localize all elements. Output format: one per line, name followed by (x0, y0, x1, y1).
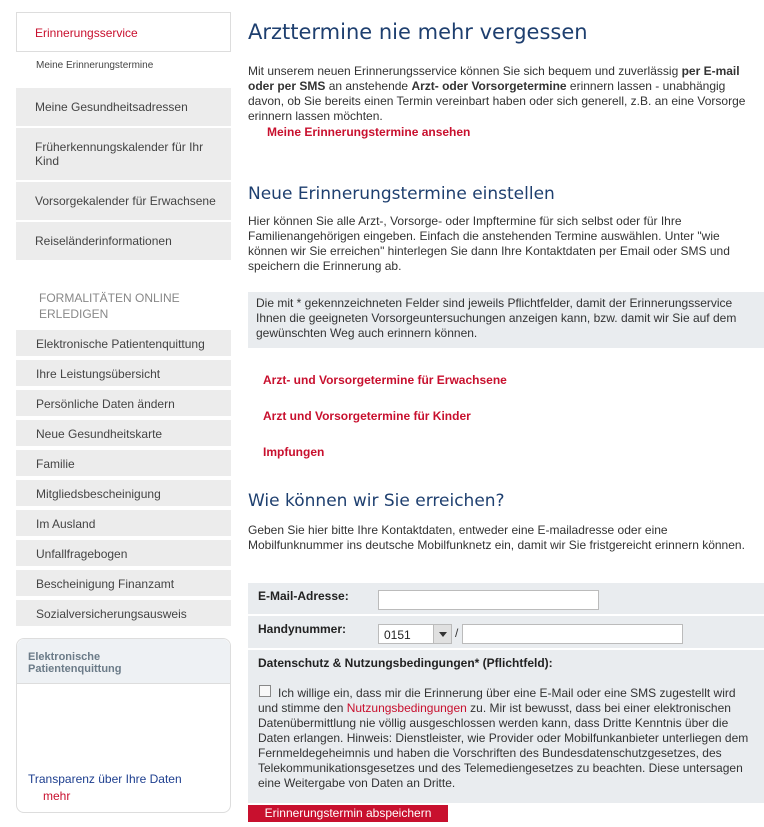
intro-text (248, 64, 760, 124)
sidebar-item-unfallfragebogen[interactable] (16, 540, 231, 568)
sidebar-item-mitgliedsbescheinigung[interactable] (16, 480, 231, 508)
sidebar-item-im-ausland[interactable] (16, 510, 231, 538)
phone-prefix-select[interactable] (378, 624, 452, 644)
sidebar-item-sozialversicherungsausweis[interactable] (16, 600, 231, 628)
phone-prefix-value: 0151 (384, 628, 411, 642)
phone-number-field[interactable] (462, 624, 683, 644)
link-vaccinations[interactable]: Impfungen (263, 445, 325, 459)
intro-bold-2: Arzt- oder Vorsorgetermine (411, 79, 567, 93)
terms-link[interactable]: Nutzungsbedingungen (346, 701, 467, 715)
sidebar-subitem-meine-erinnerungstermine[interactable]: Meine Erinnerungstermine (36, 60, 154, 71)
phone-label: Handynummer: (258, 622, 347, 636)
phone-separator: / (455, 626, 459, 640)
consent-checkbox[interactable] (259, 685, 271, 697)
link-kids[interactable]: Arzt und Vorsorgetermine für Kinder (263, 409, 471, 423)
sidebar-item-label: Meine Gesundheitsadressen (35, 100, 188, 114)
mehr-link[interactable]: mehr (43, 789, 71, 803)
sidebar-item-gesundheitskarte[interactable] (16, 420, 231, 448)
privacy-label: Datenschutz & Nutzungsbedingungen* (Pflichtfeld): (258, 656, 553, 670)
transparenz-link[interactable]: Transparenz über Ihre Daten (28, 772, 182, 786)
sidebar-item-label: Reiseländerinformationen (35, 234, 172, 248)
sidebar-item-frueherkennungskalender[interactable] (16, 128, 231, 182)
intro-text-1: Mit unserem neuen Erinnerungsservice können Sie sich bequem und zuverlässig (248, 64, 682, 78)
sidebar-item-patientenquittung[interactable] (16, 330, 231, 358)
intro-text-2: an anstehende (325, 79, 412, 93)
sidebar-item-label: Früherkennungskalender für Ihr Kind (35, 140, 204, 168)
sidebar-item-reiselaender[interactable] (16, 222, 231, 262)
sidebar-section-title: FORMALITÄTEN ONLINE ERLEDIGEN (39, 291, 180, 321)
chevron-down-icon[interactable] (433, 625, 451, 643)
teaser-header (17, 639, 230, 684)
email-field[interactable] (378, 590, 599, 610)
patientenquittung-teaser (16, 638, 231, 813)
sidebar-item-label: Elektronische Patientenquittung (36, 337, 205, 351)
sidebar-item-finanzamt[interactable] (16, 570, 231, 598)
sidebar-item-label: Unfallfragebogen (36, 547, 128, 561)
section-title-new-reminders: Neue Erinnerungstermine einstellen (248, 184, 555, 204)
section-title-contact: Wie können wir Sie erreichen? (248, 491, 505, 511)
sidebar-item-label: Bescheinigung Finanzamt (36, 577, 175, 591)
contact-form (248, 583, 764, 803)
contact-text: Geben Sie hier bitte Ihre Kontaktdaten, entweder eine E-mailadresse oder eine Mobilfunknummer ins deutsche Mobilfunknetz ein, damit wir Sie fristgereicht erinnern können. (248, 523, 745, 552)
required-fields-notice (248, 292, 764, 348)
sidebar-item-familie[interactable] (16, 450, 231, 478)
sidebar-item-label: Mitgliedsbescheinigung (36, 487, 161, 501)
consent-text-2: zu. Mir ist bewusst, dass bei einer elektronischen Datenübermittlung nie völlig ausgeschlossen werden kann, dass Dritte Kenntnis über die Daten erlangen. Hinweis: Dienstleister, wie Provider oder Mobilfunkanbieter unterliegen dem Fernmeldegeheimnis und haben die Vorschriften des Bundesdatenschutzgesetzes, des Telekommunikationsgesetzes und des Telemediengesetzes zu beachten. Diese untersagen eine Weitergabe von Daten an Dritte. (258, 701, 749, 790)
form-divider (248, 614, 764, 616)
view-reminders-link[interactable]: Meine Erinnerungstermine ansehen (267, 125, 471, 139)
form-divider (248, 648, 764, 650)
intro-text-3: erinnern lassen - unabhängig davon, ob Sie bereits einen Termin vereinbart haben oder sich generell, z.B. an eine Vorsorge erinnern lassen möchten. (248, 79, 746, 123)
sidebar-item-vorsorgekalender[interactable] (16, 182, 231, 222)
new-reminders-text: Hier können Sie alle Arzt-, Vorsorge- oder Impftermine für sich selbst oder für Ihre Familienangehörigen eingeben. Einfach die anstehenden Termine auswählen. Unter "wie können wir Sie erreichen" hinterlegen Sie dann Ihre Kontaktdaten per Email oder SMS und speichern die Erinnerung ab. (248, 214, 730, 273)
consent-text (258, 686, 758, 791)
email-label: E-Mail-Adresse: (258, 589, 349, 603)
sidebar-item-gesundheitsadressen[interactable] (16, 88, 231, 128)
sidebar-item-label: Erinnerungsservice (35, 26, 138, 40)
teaser-title: Elektronische Patientenquittung (28, 651, 122, 675)
consent-text-1: Ich willige ein, dass mir die Erinnerung über eine E-Mail oder eine SMS zugestellt wird und stimme den (258, 686, 736, 715)
save-reminder-button[interactable]: Erinnerungstermin abspeichern (248, 805, 448, 822)
sidebar-item-persoenliche-daten[interactable] (16, 390, 231, 418)
sidebar-item-label: Ihre Leistungsübersicht (36, 367, 161, 381)
intro-bold-1: per E-mail oder per SMS (248, 64, 740, 93)
page-title: Arzttermine nie mehr vergessen (248, 20, 588, 44)
notice-text: Die mit * gekennzeichneten Felder sind jeweils Pflichtfelder, damit der Erinnerungsservice Ihnen die geeigneten Vorsorgeuntersuchungen anzeigen kann, bzw. damit wir Sie auf dem gewünschten Weg auch erinnern können. (256, 296, 737, 340)
sidebar-item-label: Sozialversicherungsausweis (36, 607, 187, 621)
sidebar-item-label: Im Ausland (36, 517, 96, 531)
sidebar-item-label: Persönliche Daten ändern (36, 397, 175, 411)
sidebar-item-erinnerungsservice[interactable] (16, 12, 231, 52)
link-adults[interactable]: Arzt- und Vorsorgetermine für Erwachsene (263, 373, 507, 387)
sidebar (0, 0, 240, 827)
sidebar-item-label: Familie (36, 457, 75, 471)
sidebar-item-leistungsuebersicht[interactable] (16, 360, 231, 388)
sidebar-item-label: Neue Gesundheitskarte (36, 427, 163, 441)
sidebar-item-label: Vorsorgekalender für Erwachsene (35, 194, 216, 208)
